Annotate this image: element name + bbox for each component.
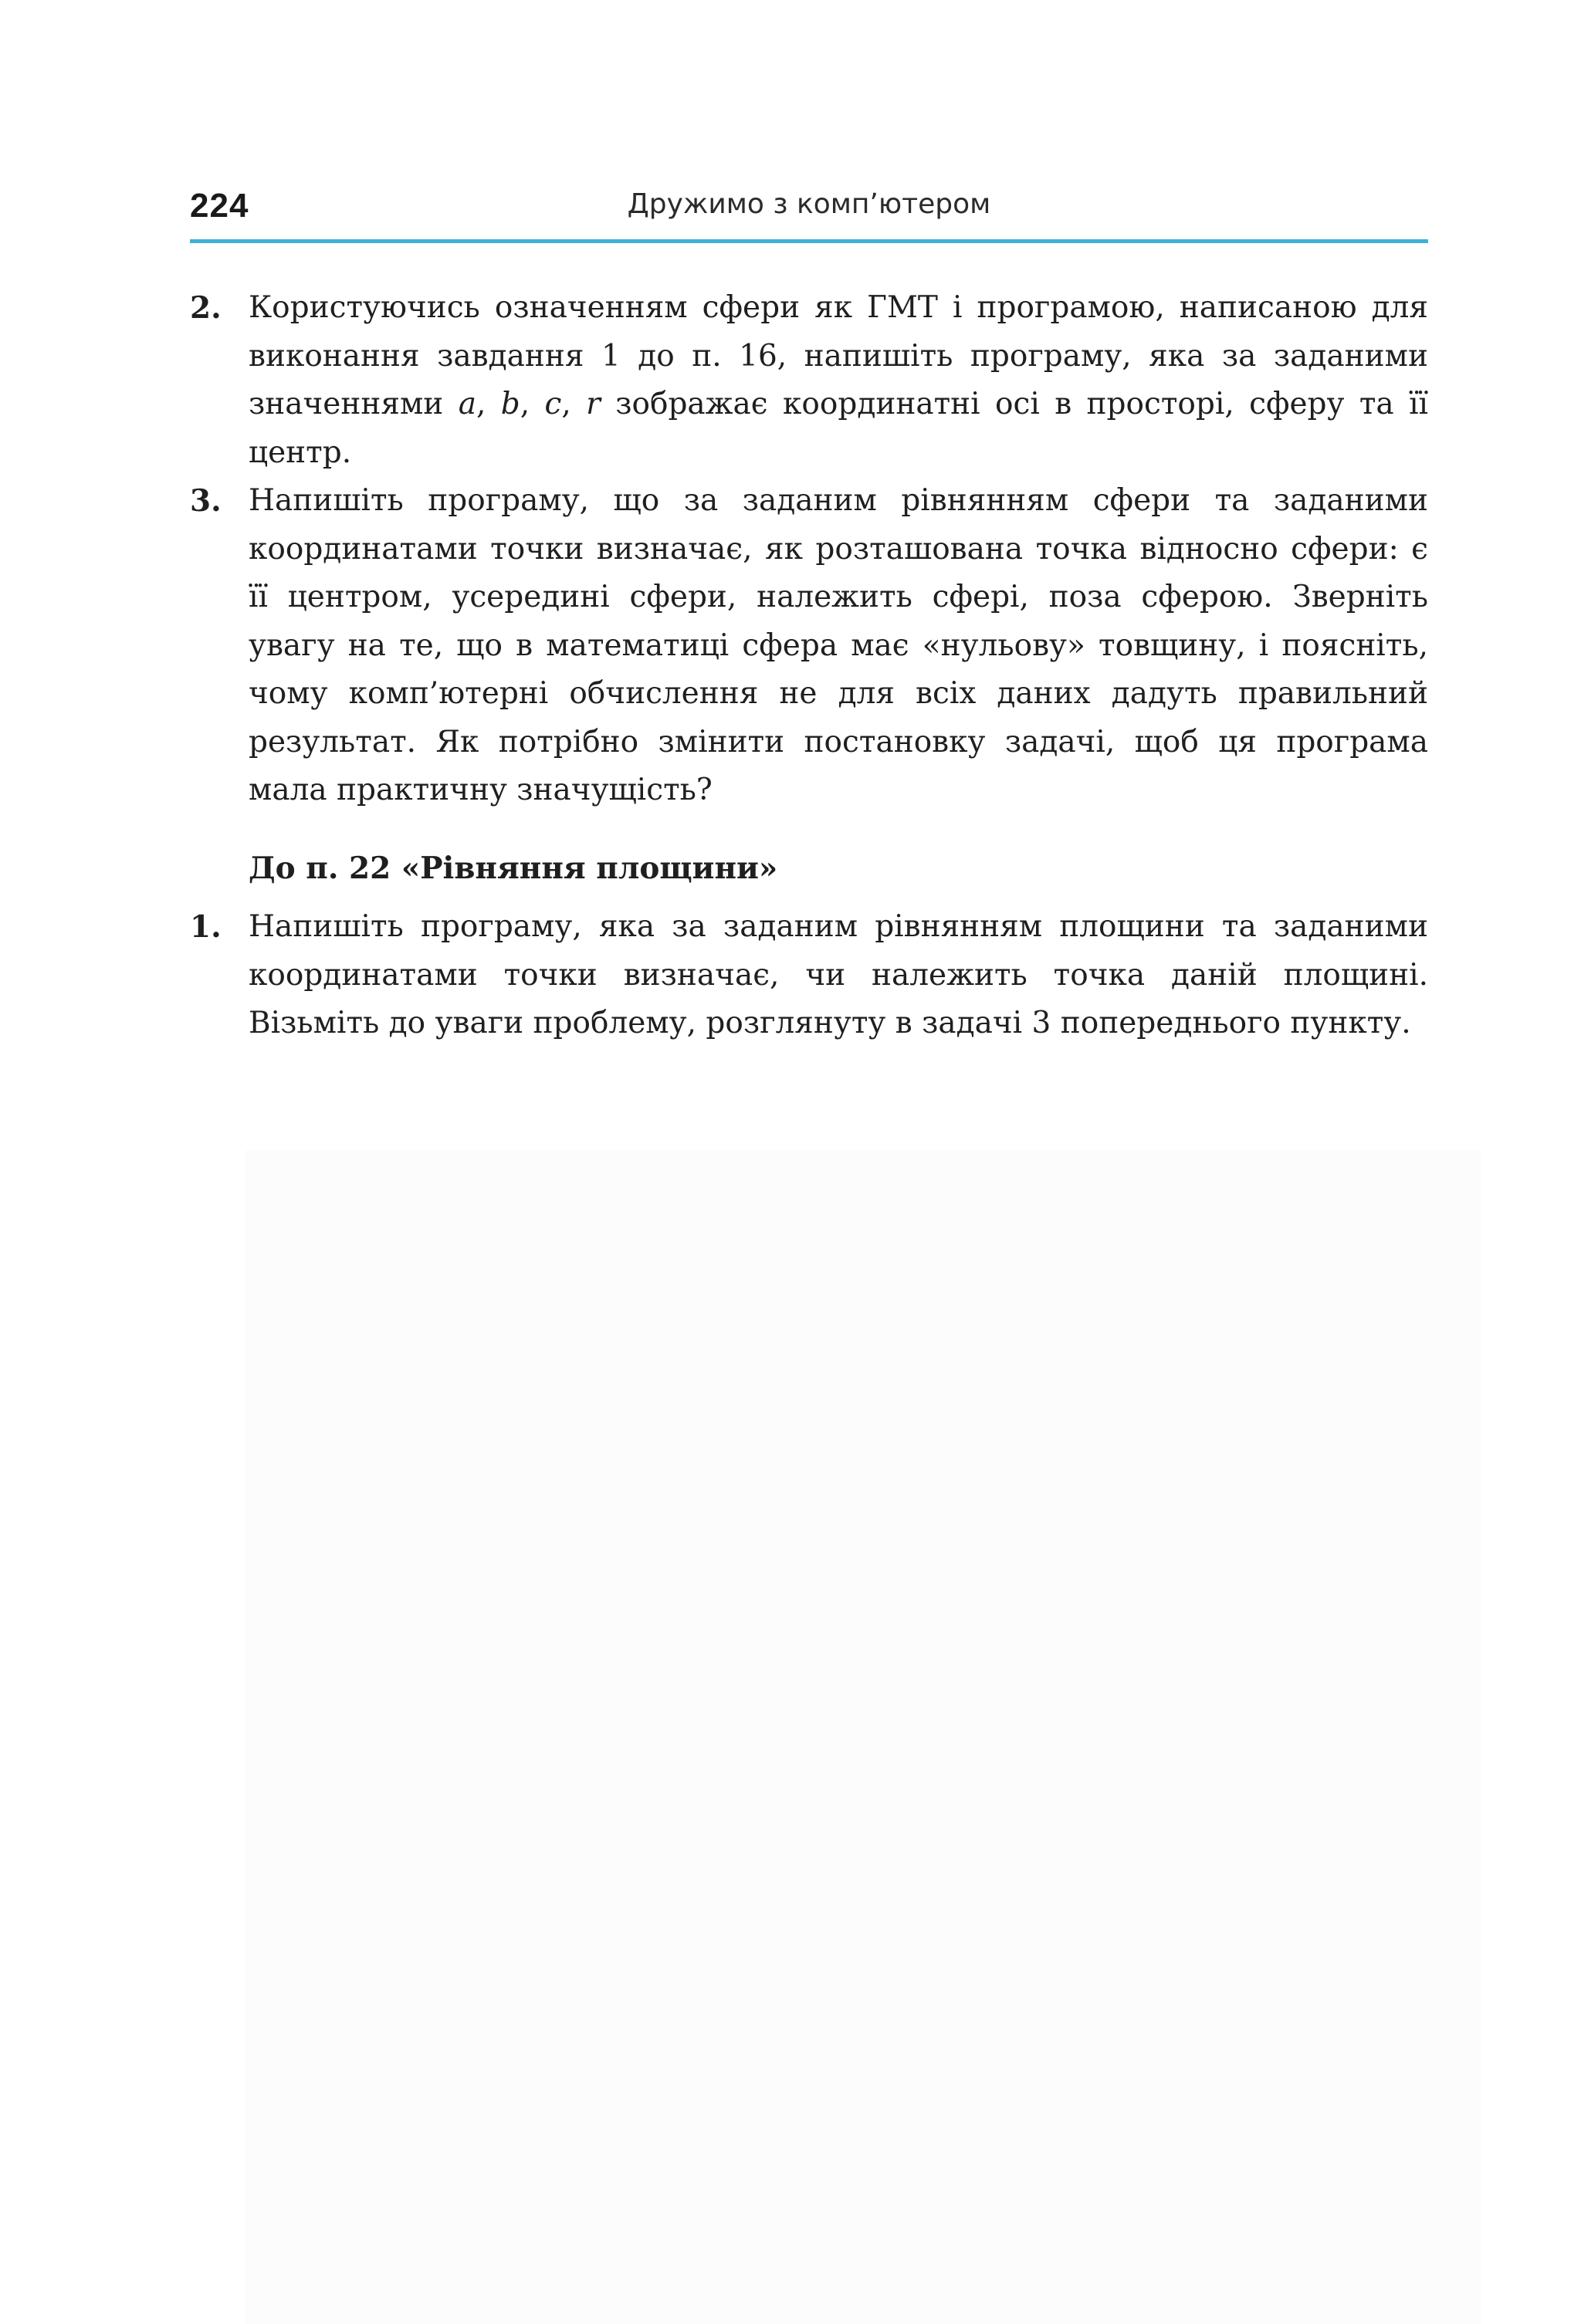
header-rule xyxy=(190,239,1428,243)
variable-c: c xyxy=(544,387,562,421)
task-text-part: зображає координатні осі в просторі, сферу та її центр. xyxy=(249,387,1429,470)
page-content xyxy=(190,284,1428,1048)
task-text: Напишіть програму, яка за заданим рівнянням площини та заданими координатами точки визначає, чи належить точка даній площині. Візьміть до уваги проблему, розглянуту в задачі 3 попереднього пункту. xyxy=(249,909,1428,1040)
task-number: 1. xyxy=(190,909,222,945)
section-heading: До п. 22 «Рівняння площини» xyxy=(249,850,778,886)
page-shade xyxy=(245,1150,1481,2324)
task-3 xyxy=(190,477,1428,815)
page-header xyxy=(190,174,1428,244)
task-text: Напишіть програму, що за заданим рівнянням сфери та заданими координатами точки визначає, як розташована точка відносно сфери: є її центром, усередині сфери, належить сфері, поза сферою. Зверніть увагу на те, що в математиці сфера має «нульову» товщину, і поясніть, чому комп’ютерні обчислення не для всіх даних дадуть правильний результат. Як потрібно змінити постановку задачі, щоб ця програма мала практичну значущість? xyxy=(249,483,1428,807)
section-task-1 xyxy=(190,903,1428,1048)
variable-a: a xyxy=(458,387,476,421)
variable-b: b xyxy=(500,387,520,421)
task-number: 3. xyxy=(190,483,222,519)
task-number: 2. xyxy=(190,290,222,326)
running-title: Дружимо з комп’ютером xyxy=(627,188,991,220)
variable-r: r xyxy=(586,387,601,421)
page-number: 224 xyxy=(190,187,249,225)
task-text: Користуючись означенням сфери як ГМТ і програмою, написаною для виконання завдання 1 до п. 16, напишіть програму, яка за заданими значеннями a, b, c, r зображає координатні осі в просторі, сферу та її центр. xyxy=(249,290,1429,470)
task-2 xyxy=(190,284,1428,477)
task-text-part: Користуючись означенням сфери як ГМТ і програмою, написаною для виконання завдання 1 до п. 16, напишіть програму, яка за заданими значеннями xyxy=(249,290,1428,421)
